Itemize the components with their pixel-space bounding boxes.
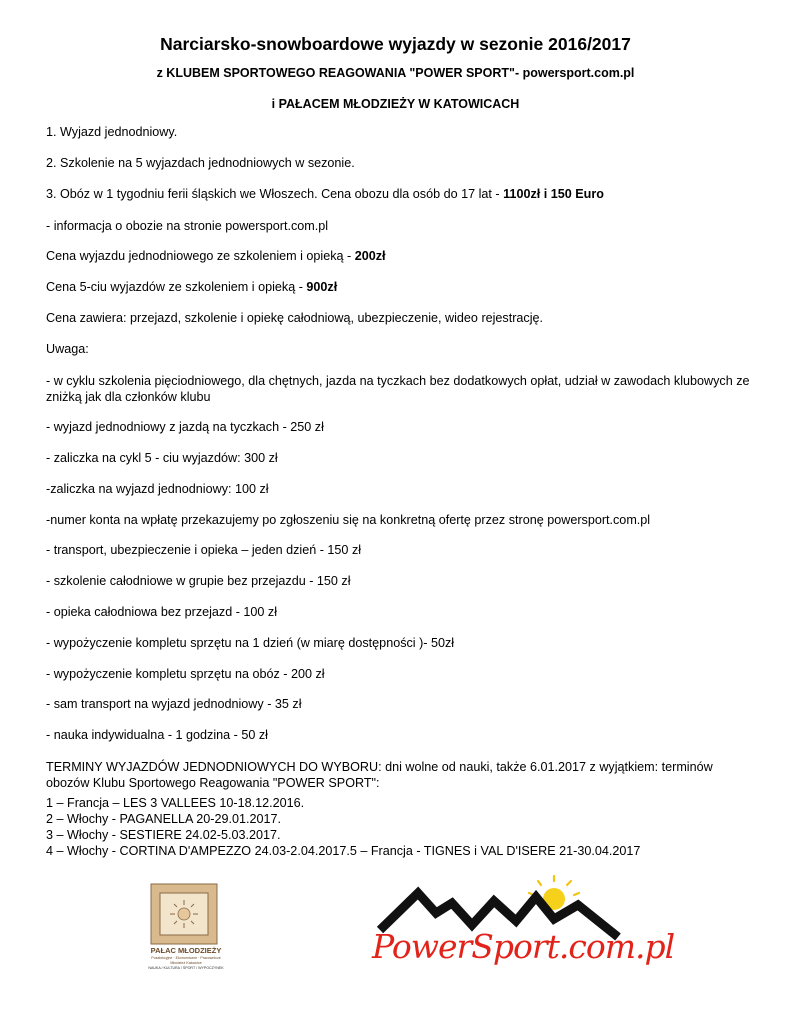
item-one-day-trip: 1. Wyjazd jednodniowy. <box>46 125 178 139</box>
item-price-five <box>46 280 337 294</box>
term-3: 3 – Włochy - SESTIERE 24.02-5.03.2017. <box>46 828 281 842</box>
palace-logo-sub3: NAUKA / KULTURA / SPORT / WYPOCZYNEK <box>148 966 224 970</box>
palace-logo-sub1: Pozalekcyjne · Ekonomiczne · Pracownicze <box>151 956 221 960</box>
item-care: - opieka całodniowa bez przejazd - 100 zł <box>46 605 278 619</box>
item-individual-lesson: - nauka indywidualna - 1 godzina - 50 zł <box>46 728 268 742</box>
item-camp-info: - informacja o obozie na stronie powersport.com.pl <box>46 219 329 233</box>
palace-logo-name: PAŁAC MŁODZIEŻY <box>150 946 222 955</box>
price-five-text: Cena 5-ciu wyjazdów ze szkoleniem i opieką - <box>46 280 307 294</box>
subtitle-club: z KLUBEM SPORTOWEGO REAGOWANIA "POWER SPORT"- powersport.com.pl <box>156 66 635 80</box>
palace-logo <box>146 883 226 983</box>
term-1: 1 – Francja – LES 3 VALLEES 10-18.12.2016. <box>46 796 305 810</box>
camp-text: 3. Obóz w 1 tygodniu ferii śląskich we Włoszech. Cena obozu dla osób do 17 lat - <box>46 187 504 201</box>
price-one-day-value: 200zł <box>354 249 386 263</box>
powersport-logo <box>368 875 675 985</box>
item-rental-camp: - wypożyczenie kompletu sprzętu na obóz - 200 zł <box>46 667 325 681</box>
item-deposit-five: - zaliczka na cykl 5 - ciu wyjazdów: 300 zł <box>46 451 278 465</box>
price-one-day-text: Cena wyjazdu jednodniowego ze szkoleniem i opieką - <box>46 249 355 263</box>
item-rental-day: - wypożyczenie kompletu sprzętu na 1 dzień (w miarę dostępności )- 50zł <box>46 636 455 650</box>
item-transport-only: - sam transport na wyjazd jednodniowy - 35 zł <box>46 697 302 711</box>
terms-intro: TERMINY WYJAZDÓW JEDNODNIOWYCH DO WYBORU: dni wolne od nauki, także 6.01.2017 z wyjątkiem: terminów obozów Klubu Sportowego Reagowania "POWER SPORT": <box>46 760 713 790</box>
item-transport: - transport, ubezpieczenie i opieka – jeden dzień - 150 zł <box>46 543 362 557</box>
item-camp <box>46 187 604 201</box>
item-deposit-one: -zaliczka na wyjazd jednodniowy: 100 zł <box>46 482 269 496</box>
item-note-training: - w cyklu szkolenia pięciodniowego, dla chętnych, jazda na tyczkach bez dodatkowych opłat, udział w zawodach klubowych ze zniżką jak dla członków klubu <box>46 374 750 404</box>
item-training: 2. Szkolenie na 5 wyjazdach jednodniowych w sezonie. <box>46 156 355 170</box>
item-note-heading: Uwaga: <box>46 342 89 356</box>
term-2: 2 – Włochy - PAGANELLA 20-29.01.2017. <box>46 812 281 826</box>
palace-logo-sub2: Młodzież Katowice <box>170 961 202 965</box>
camp-price: 1100zł i 150 Euro <box>503 187 604 201</box>
term-4: 4 – Włochy - CORTINA D'AMPEZZO 24.03-2.04.2017.5 – Francja - TIGNES i VAL D'ISERE 21-30.04.2017 <box>46 844 641 858</box>
item-price-includes: Cena zawiera: przejazd, szkolenie i opiekę całodniową, ubezpieczenie, wideo rejestrację. <box>46 311 544 325</box>
subtitle-palace: i PAŁACEM MŁODZIEŻY W KATOWICACH <box>271 97 520 111</box>
item-account-number: -numer konta na wpłatę przekazujemy po zgłoszeniu się na konkretną ofertę przez stronę powersport.com.pl <box>46 513 651 527</box>
page-title: Narciarsko-snowboardowe wyjazdy w sezonie 2016/2017 <box>160 34 631 54</box>
item-price-one-day <box>46 249 386 263</box>
powersport-logo-text: PowerSport.com.pl <box>372 927 675 966</box>
item-training-no-transport: - szkolenie całodniowe w grupie bez przejazdu - 150 zł <box>46 574 351 588</box>
price-five-value: 900zł <box>306 280 338 294</box>
item-gates-trip: - wyjazd jednodniowy z jazdą na tyczkach - 250 zł <box>46 420 324 434</box>
